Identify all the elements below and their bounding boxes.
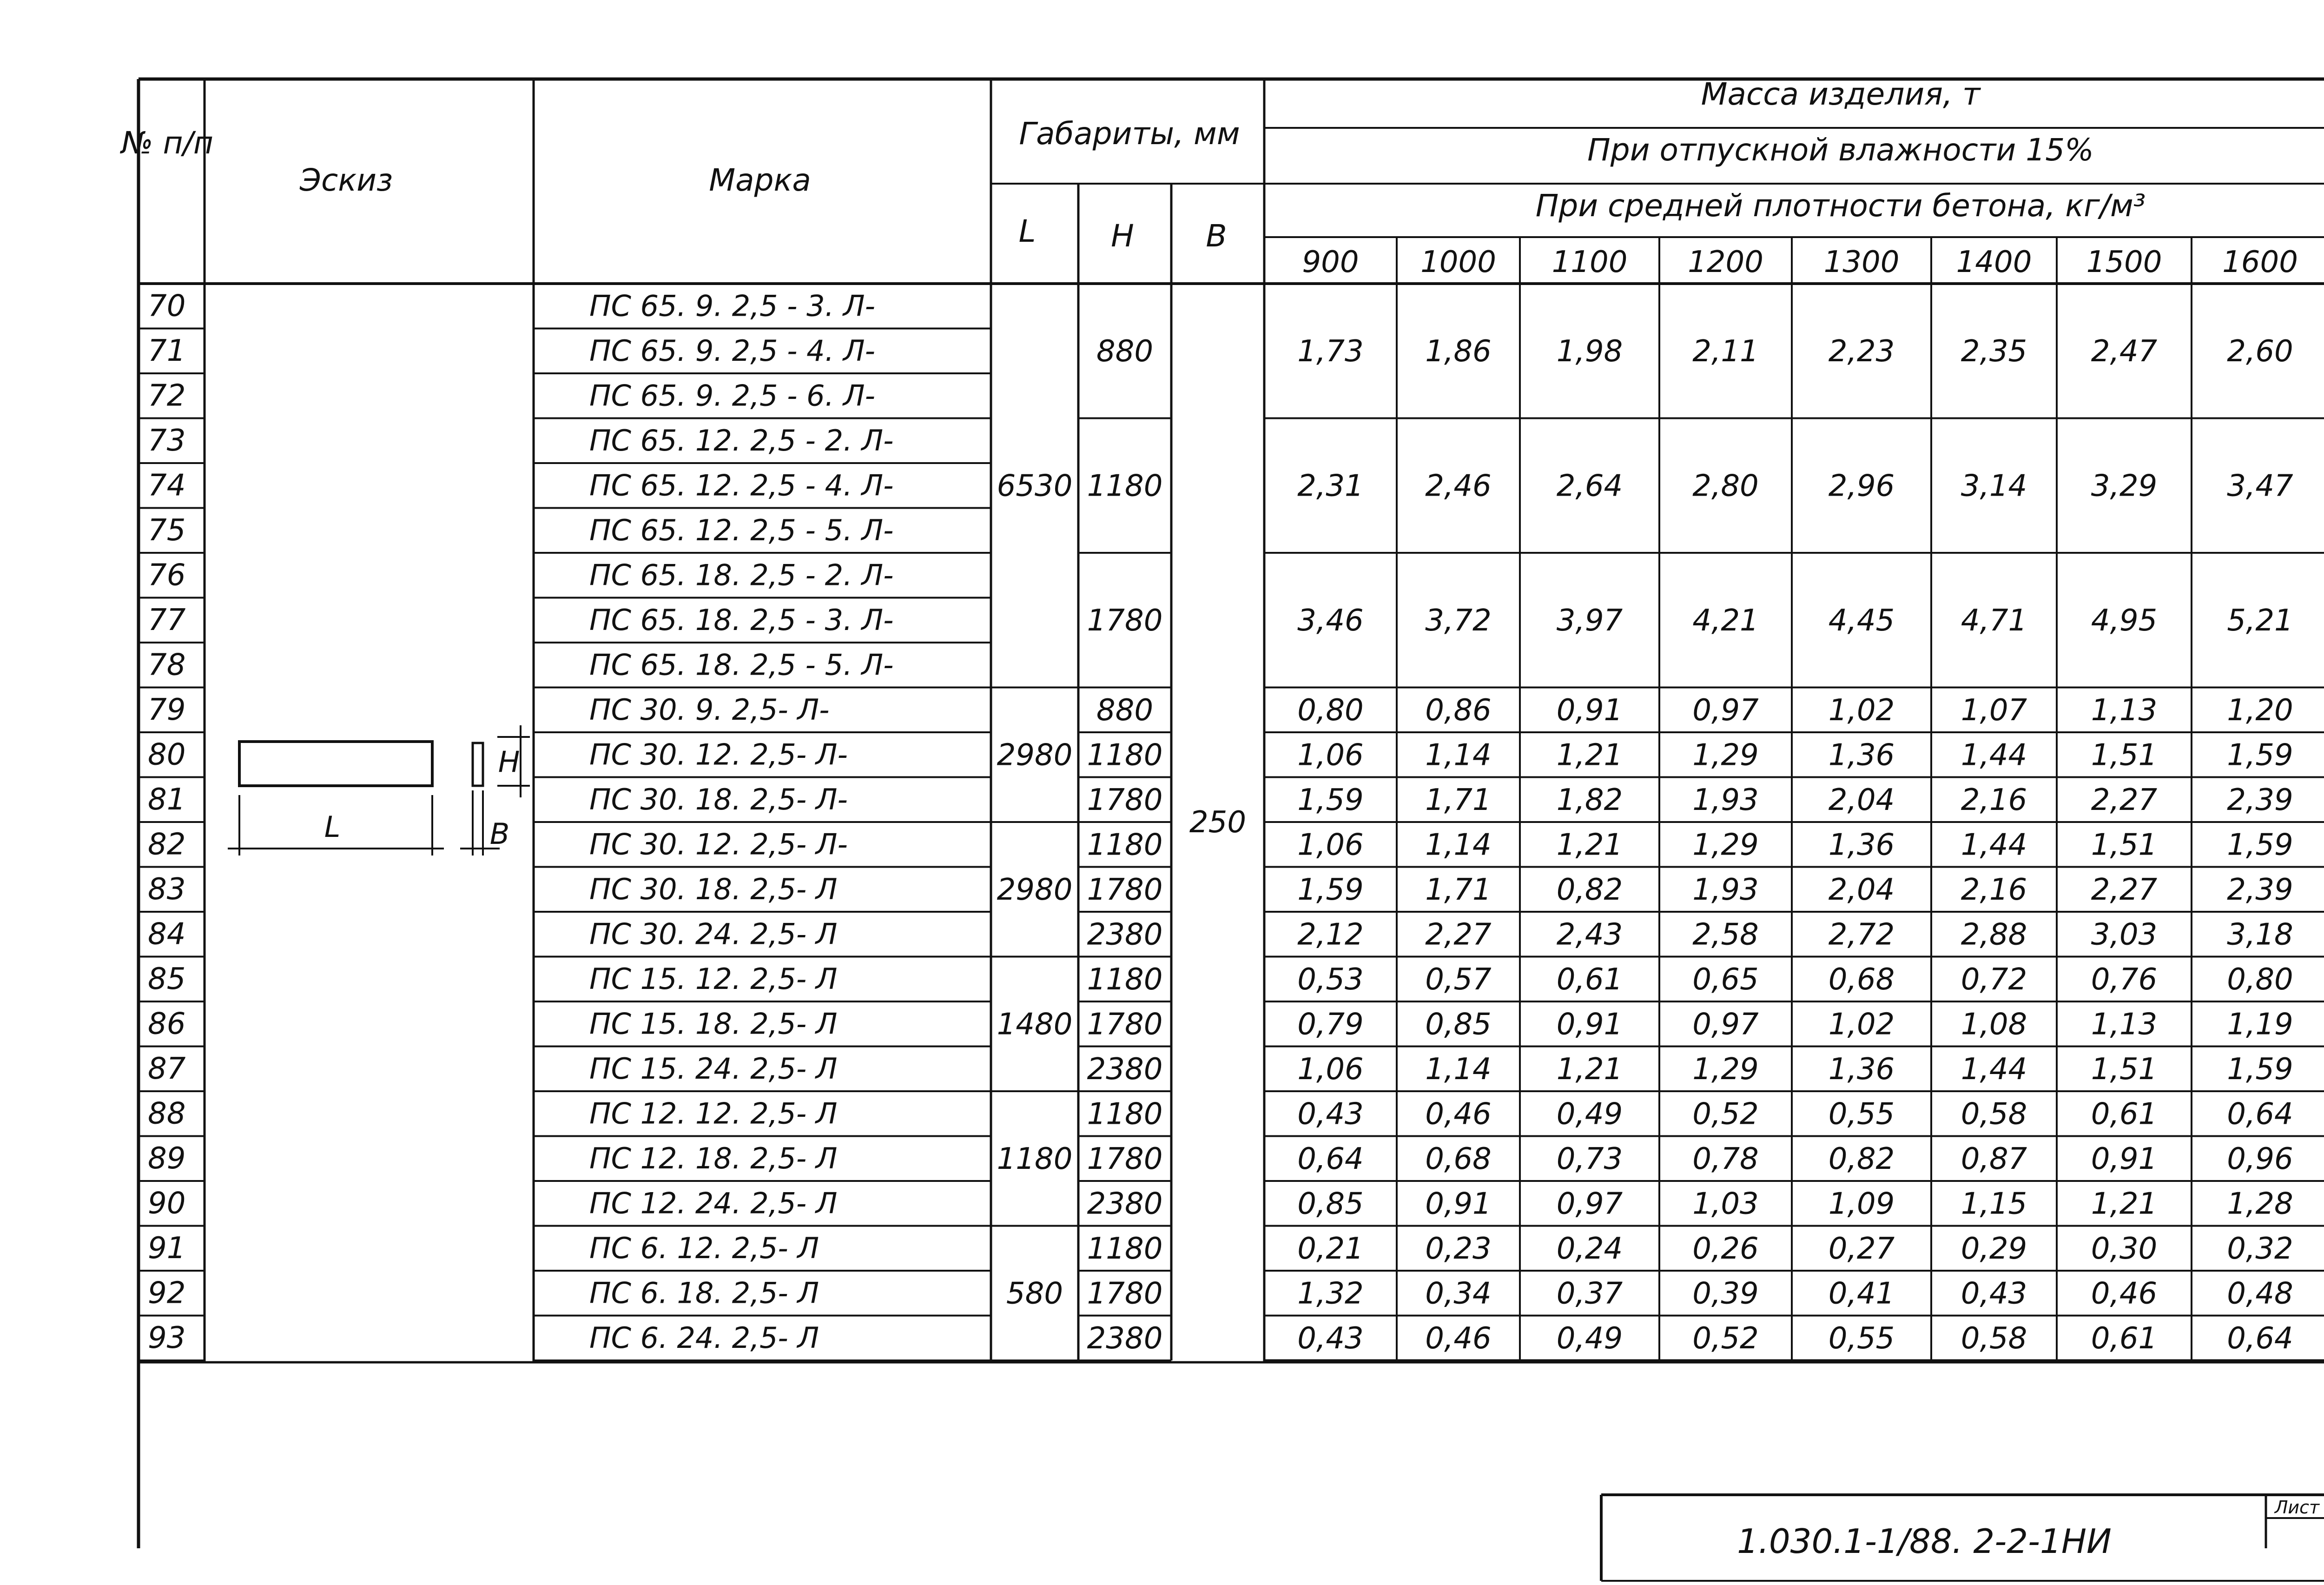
mass-value: 0,85 xyxy=(1297,1187,1364,1221)
mass-value: 1,21 xyxy=(1556,1052,1623,1087)
row-mark: ПС 30. 24. 2,5- Л xyxy=(589,917,838,951)
mass-value: 0,26 xyxy=(1692,1231,1759,1266)
header-density: При средней плотности бетона, кг/м³ xyxy=(1535,188,2146,224)
mass-value: 1,36 xyxy=(1828,738,1895,773)
dim-h-value: 1780 xyxy=(1087,1141,1163,1176)
panel-sketch xyxy=(228,725,530,856)
mass-value: 1,51 xyxy=(2091,738,2158,773)
mass-value: 2,04 xyxy=(1828,783,1895,817)
table-header xyxy=(120,76,2298,279)
row-mark: ПС 6. 24. 2,5- Л xyxy=(589,1320,819,1355)
dim-l-value: 2980 xyxy=(997,738,1073,773)
dim-h-value: 1180 xyxy=(1087,1231,1163,1266)
mass-value: 2,46 xyxy=(1425,469,1492,504)
header-num: № п/п xyxy=(121,125,214,161)
header-mark: Марка xyxy=(709,162,811,198)
mass-value: 0,78 xyxy=(1692,1141,1759,1176)
row-mark: ПС 30. 12. 2,5- Л- xyxy=(589,737,848,772)
mass-value: 0,41 xyxy=(1828,1276,1895,1311)
row-number: 85 xyxy=(148,962,186,996)
row-mark: ПС 30. 12. 2,5- Л- xyxy=(589,827,848,862)
mass-value: 1,59 xyxy=(1297,872,1364,907)
mass-value: 4,21 xyxy=(1692,603,1759,638)
mass-value: 5,21 xyxy=(2227,603,2293,638)
dim-h-value: 2380 xyxy=(1087,917,1163,952)
row-mark: ПС 65. 18. 2,5 - 3. Л- xyxy=(589,603,894,637)
dim-h-value: 1780 xyxy=(1087,1276,1163,1311)
mass-value: 0,58 xyxy=(1961,1097,2027,1132)
header-dims: Габариты, мм xyxy=(1019,116,1240,152)
mass-value: 0,52 xyxy=(1692,1321,1759,1356)
mass-value: 0,64 xyxy=(2227,1321,2293,1356)
dim-h-value: 1780 xyxy=(1087,872,1163,907)
mass-value: 0,91 xyxy=(1425,1187,1492,1221)
mass-value: 0,73 xyxy=(1556,1141,1623,1176)
document-code: 1.030.1-1/88. 2-2-1НИ xyxy=(1737,1522,2112,1561)
mass-value: 4,95 xyxy=(2091,603,2158,638)
mass-value: 1,36 xyxy=(1828,1052,1895,1087)
row-mark: ПС 30. 9. 2,5- Л- xyxy=(589,692,830,727)
mass-value: 1,36 xyxy=(1828,828,1895,862)
mass-value: 0,43 xyxy=(1961,1276,2027,1311)
mass-value: 0,68 xyxy=(1828,962,1895,997)
mass-value: 1,59 xyxy=(2227,828,2293,862)
row-mark: ПС 12. 18. 2,5- Л xyxy=(589,1141,838,1175)
mass-value: 1,09 xyxy=(1828,1187,1895,1221)
mass-value: 0,43 xyxy=(1297,1321,1364,1356)
mass-value: 1,21 xyxy=(1556,738,1623,773)
mass-value: 0,37 xyxy=(1556,1276,1623,1311)
mass-value: 0,53 xyxy=(1297,962,1364,997)
mass-value: 3,14 xyxy=(1961,469,2027,504)
mass-value: 0,72 xyxy=(1961,962,2027,997)
mass-value: 1,44 xyxy=(1961,1052,2027,1087)
mass-value: 2,39 xyxy=(2227,872,2293,907)
row-mark: ПС 65. 9. 2,5 - 6. Л- xyxy=(589,378,876,413)
mass-value: 0,80 xyxy=(2227,962,2293,997)
mass-value: 0,64 xyxy=(2227,1097,2293,1132)
mass-value: 1,32 xyxy=(1297,1276,1364,1311)
mass-value: 0,58 xyxy=(1961,1321,2027,1356)
mass-value: 0,49 xyxy=(1556,1097,1623,1132)
density-label: 1300 xyxy=(1823,245,1900,279)
row-mark: ПС 15. 18. 2,5- Л xyxy=(589,1007,838,1041)
mass-value: 0,43 xyxy=(1297,1097,1364,1132)
row-number: 87 xyxy=(148,1051,186,1086)
row-number: 90 xyxy=(148,1186,186,1221)
density-labels xyxy=(1302,245,2298,279)
header-sketch: Эскиз xyxy=(299,162,393,198)
mass-value: 1,06 xyxy=(1297,738,1364,773)
dim-h-value: 1780 xyxy=(1087,1007,1163,1042)
mass-value: 0,87 xyxy=(1961,1141,2027,1176)
mass-value: 0,61 xyxy=(2091,1097,2158,1132)
dim-l-value: 580 xyxy=(1006,1276,1063,1311)
mass-value: 1,02 xyxy=(1828,1007,1895,1042)
row-mark: ПС 6. 12. 2,5- Л xyxy=(589,1231,819,1265)
mass-value: 1,15 xyxy=(1961,1187,2027,1221)
mass-value: 0,49 xyxy=(1556,1321,1623,1356)
mass-value: 3,29 xyxy=(2091,469,2158,504)
row-number: 78 xyxy=(148,648,186,683)
header-dim-l: L xyxy=(1018,213,1036,249)
row-number: 91 xyxy=(148,1231,186,1266)
mass-value: 0,68 xyxy=(1425,1141,1492,1176)
mass-value: 0,97 xyxy=(1692,693,1759,728)
header-moisture: При отпускной влажности 15% xyxy=(1587,132,2094,168)
mass-value: 1,21 xyxy=(2091,1187,2158,1221)
mass-value: 4,71 xyxy=(1961,603,2027,638)
sketch-panel-side xyxy=(473,743,483,786)
mass-value: 2,23 xyxy=(1828,334,1895,369)
mass-value: 0,76 xyxy=(2091,962,2158,997)
mass-value: 1,44 xyxy=(1961,828,2027,862)
row-mark: ПС 30. 18. 2,5- Л- xyxy=(589,782,848,816)
density-label: 1600 xyxy=(2222,245,2298,279)
dim-l-value: 2980 xyxy=(997,872,1073,907)
row-number: 72 xyxy=(148,378,186,413)
mass-value: 2,27 xyxy=(1425,917,1492,952)
mass-value: 1,14 xyxy=(1425,1052,1492,1087)
mass-value: 0,91 xyxy=(1556,693,1623,728)
dim-h-value: 1180 xyxy=(1087,469,1163,504)
mass-value: 0,61 xyxy=(1556,962,1623,997)
mass-value: 0,82 xyxy=(1828,1141,1895,1176)
mass-value: 1,08 xyxy=(1961,1007,2027,1042)
header-dim-b: В xyxy=(1206,218,1227,254)
mass-value: 2,47 xyxy=(2091,334,2158,369)
mass-value: 1,03 xyxy=(1692,1187,1759,1221)
row-mark: ПС 30. 18. 2,5- Л xyxy=(589,872,838,906)
mass-value: 2,27 xyxy=(2091,783,2158,817)
mass-value: 1,29 xyxy=(1692,1052,1759,1087)
mass-value: 1,86 xyxy=(1425,334,1492,369)
mass-value: 0,96 xyxy=(2227,1141,2293,1176)
mass-value: 0,48 xyxy=(2227,1276,2293,1311)
dim-l-value: 1180 xyxy=(997,1141,1073,1176)
mass-value: 0,97 xyxy=(1556,1187,1623,1221)
mass-value: 1,82 xyxy=(1556,783,1623,817)
mass-value: 0,32 xyxy=(2227,1231,2293,1266)
row-number: 77 xyxy=(148,603,186,637)
mass-value: 0,39 xyxy=(1692,1276,1759,1311)
mass-value: 1,51 xyxy=(2091,828,2158,862)
row-number: 93 xyxy=(148,1320,186,1355)
mass-value: 2,31 xyxy=(1297,469,1364,504)
mass-value: 4,45 xyxy=(1828,603,1895,638)
mass-value: 0,91 xyxy=(2091,1141,2158,1176)
mass-value: 0,86 xyxy=(1425,693,1492,728)
mass-value: 1,93 xyxy=(1692,783,1759,817)
mass-value: 2,39 xyxy=(2227,783,2293,817)
mass-value: 3,47 xyxy=(2227,469,2293,504)
row-number: 70 xyxy=(148,289,186,324)
density-label: 1100 xyxy=(1552,245,1628,279)
dim-h-value: 2380 xyxy=(1087,1187,1163,1221)
mass-value: 0,21 xyxy=(1297,1231,1364,1266)
dim-h-value: 1780 xyxy=(1087,783,1163,817)
mass-value: 1,51 xyxy=(2091,1052,2158,1087)
row-number: 81 xyxy=(148,782,186,817)
row-mark: ПС 15. 24. 2,5- Л xyxy=(589,1051,838,1086)
mass-value: 0,91 xyxy=(1556,1007,1623,1042)
mass-value: 0,64 xyxy=(1297,1141,1364,1176)
row-number: 84 xyxy=(148,917,186,952)
mass-value: 0,29 xyxy=(1961,1231,2027,1266)
mass-value: 0,82 xyxy=(1556,872,1623,907)
row-mark: ПС 65. 12. 2,5 - 4. Л- xyxy=(589,468,894,503)
mass-value: 1,29 xyxy=(1692,738,1759,773)
mass-value: 0,57 xyxy=(1425,962,1492,997)
mass-value: 2,80 xyxy=(1692,469,1759,504)
row-number: 75 xyxy=(148,513,186,548)
row-number: 71 xyxy=(148,333,186,368)
mass-value: 2,88 xyxy=(1961,917,2027,952)
mass-value: 1,02 xyxy=(1828,693,1895,728)
mass-value: 1,06 xyxy=(1297,828,1364,862)
row-number: 83 xyxy=(148,872,186,907)
density-label: 1000 xyxy=(1420,245,1496,279)
sketch-label-b: В xyxy=(489,817,510,851)
mass-value: 0,30 xyxy=(2091,1231,2158,1266)
mass-value: 1,71 xyxy=(1425,872,1492,907)
header-dim-h: H xyxy=(1111,218,1134,254)
row-mark: ПС 6. 18. 2,5- Л xyxy=(589,1276,819,1310)
mass-value: 0,34 xyxy=(1425,1276,1492,1311)
mass-value: 1,21 xyxy=(1556,828,1623,862)
row-mark: ПС 65. 18. 2,5 - 5. Л- xyxy=(589,648,894,682)
mass-value: 1,20 xyxy=(2227,693,2293,728)
mass-value: 2,64 xyxy=(1556,469,1623,504)
row-mark: ПС 15. 12. 2,5- Л xyxy=(589,962,838,996)
mass-value: 3,03 xyxy=(2091,917,2158,952)
mass-value: 1,14 xyxy=(1425,828,1492,862)
dim-h-value: 880 xyxy=(1096,693,1154,728)
row-mark: ПС 12. 12. 2,5- Л xyxy=(589,1096,838,1131)
mass-value: 2,16 xyxy=(1961,783,2027,817)
mass-value: 0,46 xyxy=(2091,1276,2158,1311)
sketch-label-l: L xyxy=(324,810,341,844)
row-number: 79 xyxy=(148,692,186,727)
mass-value: 3,97 xyxy=(1556,603,1623,638)
mass-value: 2,12 xyxy=(1297,917,1364,952)
mass-value: 2,58 xyxy=(1692,917,1759,952)
row-number: 76 xyxy=(148,558,186,593)
row-number: 86 xyxy=(148,1007,186,1041)
row-mark: ПС 12. 24. 2,5- Л xyxy=(589,1186,838,1220)
mass-value: 2,35 xyxy=(1961,334,2027,369)
mass-value: 2,16 xyxy=(1961,872,2027,907)
dim-l-value: 1480 xyxy=(997,1007,1073,1042)
mass-value: 1,19 xyxy=(2227,1007,2293,1042)
row-number: 89 xyxy=(148,1141,186,1176)
dim-b-value: 250 xyxy=(1189,805,1247,840)
row-mark: ПС 65. 9. 2,5 - 3. Л- xyxy=(589,289,876,323)
mass-value: 3,72 xyxy=(1425,603,1492,638)
dim-h-value: 880 xyxy=(1096,334,1154,369)
dim-h-value: 2380 xyxy=(1087,1321,1163,1356)
mass-value: 0,24 xyxy=(1556,1231,1623,1266)
sketch-panel-front xyxy=(239,742,432,786)
mass-value: 2,27 xyxy=(2091,872,2158,907)
mass-value: 0,27 xyxy=(1828,1231,1895,1266)
dim-h-value: 1780 xyxy=(1087,603,1163,638)
mass-value: 0,97 xyxy=(1692,1007,1759,1042)
mass-value: 3,18 xyxy=(2227,917,2293,952)
row-number: 92 xyxy=(148,1276,186,1311)
mass-value: 2,43 xyxy=(1556,917,1623,952)
mass-value: 2,72 xyxy=(1828,917,1895,952)
mass-value: 0,23 xyxy=(1425,1231,1492,1266)
row-number: 82 xyxy=(148,827,186,862)
mass-value: 1,13 xyxy=(2091,1007,2158,1042)
mass-value: 0,46 xyxy=(1425,1097,1492,1132)
mass-value: 3,46 xyxy=(1297,603,1364,638)
mass-value: 2,11 xyxy=(1692,334,1759,369)
mass-value: 1,07 xyxy=(1961,693,2027,728)
mass-value: 0,55 xyxy=(1828,1321,1895,1356)
dim-h-value: 1180 xyxy=(1087,828,1163,862)
row-number: 73 xyxy=(148,423,186,458)
mass-value: 1,59 xyxy=(2227,1052,2293,1087)
mass-value: 1,93 xyxy=(1692,872,1759,907)
mass-value: 1,14 xyxy=(1425,738,1492,773)
row-number: 88 xyxy=(148,1096,186,1131)
dim-h-value: 1180 xyxy=(1087,738,1163,773)
dim-h-value: 1180 xyxy=(1087,962,1163,997)
row-number: 74 xyxy=(148,468,186,503)
row-number: 80 xyxy=(148,737,186,772)
mass-value: 0,55 xyxy=(1828,1097,1895,1132)
header-mass: Масса изделия, т xyxy=(1701,76,1981,112)
mass-value: 0,80 xyxy=(1297,693,1364,728)
sketch-labels xyxy=(324,745,520,851)
mass-value: 1,59 xyxy=(1297,783,1364,817)
row-mark: ПС 65. 18. 2,5 - 2. Л- xyxy=(589,558,894,592)
mass-value: 1,28 xyxy=(2227,1187,2293,1221)
mass-value: 1,29 xyxy=(1692,828,1759,862)
sketch-label-h: H xyxy=(498,745,520,779)
mass-value: 0,79 xyxy=(1297,1007,1364,1042)
density-label: 1200 xyxy=(1688,245,1763,279)
mass-value: 1,59 xyxy=(2227,738,2293,773)
mass-value: 2,96 xyxy=(1828,469,1895,504)
mass-value: 1,73 xyxy=(1297,334,1364,369)
row-mark: ПС 65. 12. 2,5 - 2. Л- xyxy=(589,423,894,458)
mass-value: 0,61 xyxy=(2091,1321,2158,1356)
mass-value: 1,98 xyxy=(1556,334,1623,369)
dim-h-value: 2380 xyxy=(1087,1052,1163,1087)
mass-value: 0,46 xyxy=(1425,1321,1492,1356)
dim-l-value: 6530 xyxy=(997,469,1073,504)
mass-value: 1,06 xyxy=(1297,1052,1364,1087)
mass-value: 1,44 xyxy=(1961,738,2027,773)
mass-value: 0,85 xyxy=(1425,1007,1492,1042)
mass-value: 1,13 xyxy=(2091,693,2158,728)
mass-value: 0,65 xyxy=(1692,962,1759,997)
row-mark: ПС 65. 12. 2,5 - 5. Л- xyxy=(589,513,894,547)
density-label: 900 xyxy=(1302,245,1359,279)
mass-value: 0,52 xyxy=(1692,1097,1759,1132)
density-label: 1500 xyxy=(2086,245,2162,279)
density-label: 1400 xyxy=(1956,245,2032,279)
sheet-label: Лист xyxy=(2274,1497,2320,1518)
row-mark: ПС 65. 9. 2,5 - 4. Л- xyxy=(589,333,876,368)
mass-value: 2,60 xyxy=(2227,334,2293,369)
mass-value: 1,71 xyxy=(1425,783,1492,817)
dim-h-value: 1180 xyxy=(1087,1097,1163,1132)
mass-value: 2,04 xyxy=(1828,872,1895,907)
